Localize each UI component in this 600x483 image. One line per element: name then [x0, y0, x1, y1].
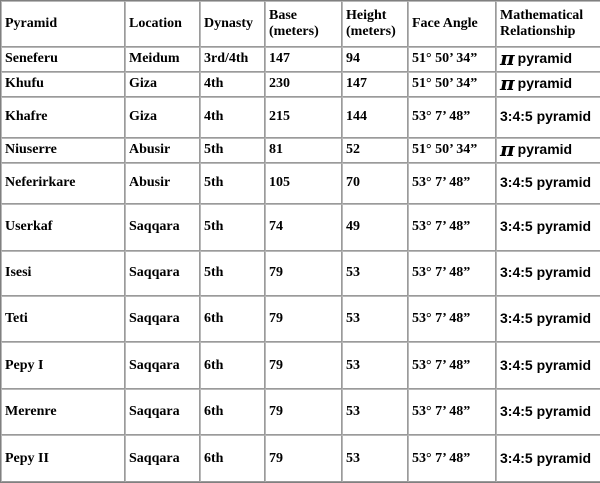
cell-height: 147 [342, 72, 408, 97]
cell-dynasty: 6th [200, 435, 265, 482]
cell-dynasty: 5th [200, 204, 265, 250]
relationship-text: 3:4:5 pyramid [500, 449, 592, 466]
cell-relationship [496, 47, 600, 72]
pi-symbol: π [500, 47, 515, 71]
relationship-text: 3:4:5 pyramid [500, 264, 592, 281]
cell-location: Saqqara [125, 204, 200, 250]
cell-dynasty: 5th [200, 251, 265, 296]
cell-dynasty: 6th [200, 296, 265, 342]
header-face-angle: Face Angle [408, 1, 496, 47]
table-row [1, 72, 600, 97]
cell-face-angle: 51° 50’ 34” [408, 72, 496, 97]
cell-pyramid: Seneferu [1, 47, 125, 72]
cell-location: Saqqara [125, 296, 200, 342]
cell-height: 53 [342, 296, 408, 342]
cell-dynasty: 3rd/4th [200, 47, 265, 72]
header-location: Location [125, 1, 200, 47]
relationship-text: 3:4:5 pyramid [500, 310, 592, 327]
relationship-text: 3:4:5 pyramid [500, 356, 592, 373]
relationship-text: 3:4:5 pyramid [500, 218, 592, 235]
pi-symbol: π [500, 137, 515, 162]
cell-height: 94 [342, 47, 408, 72]
cell-face-angle: 53° 7’ 48” [408, 435, 496, 482]
cell-face-angle: 53° 7’ 48” [408, 296, 496, 342]
cell-location: Saqqara [125, 435, 200, 482]
cell-face-angle: 53° 7’ 48” [408, 204, 496, 250]
cell-pyramid: Pepy II [1, 435, 125, 482]
cell-base: 105 [265, 163, 342, 204]
table-row [1, 163, 600, 204]
cell-pyramid: Userkaf [1, 204, 125, 250]
relationship-text: pyramid [517, 75, 573, 92]
relationship-text: pyramid [517, 141, 573, 158]
cell-location: Abusir [125, 138, 200, 163]
table-row [1, 97, 600, 138]
cell-height: 70 [342, 163, 408, 204]
cell-relationship [496, 296, 600, 342]
table-row [1, 435, 600, 482]
cell-relationship [496, 97, 600, 138]
cell-height: 53 [342, 342, 408, 388]
table-row [1, 389, 600, 435]
cell-base: 147 [265, 47, 342, 72]
cell-base: 74 [265, 204, 342, 250]
cell-dynasty: 4th [200, 72, 265, 97]
cell-height: 52 [342, 138, 408, 163]
table-row [1, 138, 600, 163]
cell-dynasty: 4th [200, 97, 265, 138]
cell-face-angle: 51° 50’ 34” [408, 47, 496, 72]
header-relationship: Mathematical Relationship [496, 1, 600, 47]
cell-face-angle: 53° 7’ 48” [408, 163, 496, 204]
table-body [1, 47, 600, 482]
cell-location: Saqqara [125, 251, 200, 296]
relationship-text: 3:4:5 pyramid [500, 108, 592, 125]
cell-location: Abusir [125, 163, 200, 204]
cell-pyramid: Khafre [1, 97, 125, 138]
cell-height: 49 [342, 204, 408, 250]
cell-pyramid: Niuserre [1, 138, 125, 163]
header-row [1, 1, 600, 47]
cell-height: 144 [342, 97, 408, 138]
cell-location: Saqqara [125, 342, 200, 388]
cell-location: Giza [125, 72, 200, 97]
cell-relationship [496, 251, 600, 296]
cell-relationship [496, 435, 600, 482]
cell-relationship [496, 138, 600, 163]
cell-pyramid: Neferirkare [1, 163, 125, 204]
cell-base: 79 [265, 251, 342, 296]
pi-symbol: π [500, 71, 515, 96]
cell-dynasty: 6th [200, 389, 265, 435]
header-base: Base (meters) [265, 1, 342, 47]
table-row [1, 204, 600, 250]
cell-base: 81 [265, 138, 342, 163]
cell-location: Meidum [125, 47, 200, 72]
header-height: Height (meters) [342, 1, 408, 47]
cell-height: 53 [342, 389, 408, 435]
relationship-text: 3:4:5 pyramid [500, 403, 592, 420]
header-dynasty: Dynasty [200, 1, 265, 47]
table-row [1, 47, 600, 72]
cell-base: 79 [265, 389, 342, 435]
header-pyramid: Pyramid [1, 1, 125, 47]
relationship-text: 3:4:5 pyramid [500, 174, 592, 191]
cell-face-angle: 53° 7’ 48” [408, 97, 496, 138]
cell-base: 215 [265, 97, 342, 138]
cell-dynasty: 5th [200, 138, 265, 163]
cell-base: 79 [265, 296, 342, 342]
cell-location: Saqqara [125, 389, 200, 435]
relationship-text: pyramid [517, 50, 573, 67]
cell-pyramid: Teti [1, 296, 125, 342]
cell-relationship [496, 342, 600, 388]
cell-height: 53 [342, 251, 408, 296]
table-row [1, 251, 600, 296]
cell-dynasty: 5th [200, 163, 265, 204]
cell-pyramid: Khufu [1, 72, 125, 97]
cell-relationship [496, 72, 600, 97]
cell-face-angle: 51° 50’ 34” [408, 138, 496, 163]
cell-pyramid: Pepy I [1, 342, 125, 388]
cell-pyramid: Isesi [1, 251, 125, 296]
table-row [1, 342, 600, 388]
cell-relationship [496, 389, 600, 435]
cell-face-angle: 53° 7’ 48” [408, 251, 496, 296]
cell-height: 53 [342, 435, 408, 482]
cell-relationship [496, 204, 600, 250]
cell-relationship [496, 163, 600, 204]
table-row [1, 296, 600, 342]
cell-base: 79 [265, 342, 342, 388]
cell-location: Giza [125, 97, 200, 138]
cell-base: 230 [265, 72, 342, 97]
cell-face-angle: 53° 7’ 48” [408, 389, 496, 435]
cell-face-angle: 53° 7’ 48” [408, 342, 496, 388]
cell-pyramid: Merenre [1, 389, 125, 435]
cell-base: 79 [265, 435, 342, 482]
cell-dynasty: 6th [200, 342, 265, 388]
